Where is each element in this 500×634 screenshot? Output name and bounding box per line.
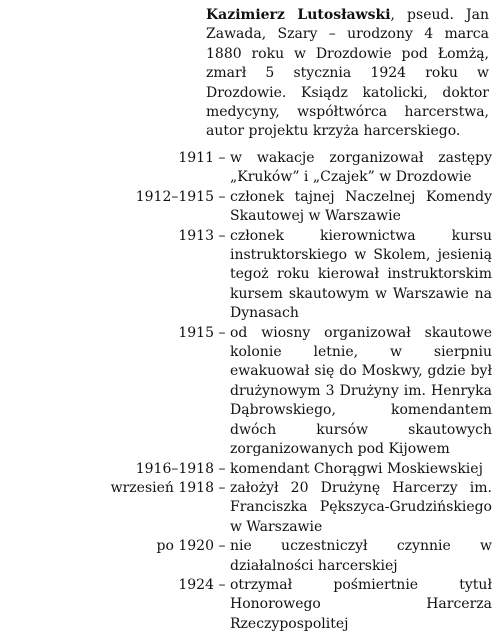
chronology-entry	[20, 324, 492, 460]
chronology-entry	[20, 460, 492, 479]
entry-dash: –	[218, 227, 226, 244]
entry-date: 1911	[178, 150, 214, 166]
entry-text: członek tajnej Naczelnej Komendy Skautowej w Warszawie	[230, 188, 492, 225]
entry-dash: –	[218, 324, 226, 341]
biography-paragraph	[206, 6, 489, 142]
entry-dash: –	[218, 538, 226, 555]
chronology-entry	[20, 479, 492, 537]
entry-dash: –	[218, 479, 226, 496]
entry-date: po 1920	[156, 538, 214, 555]
entry-text: od wiosny organizował skautowe kolonie letnie, w sierpniu ewakuował się do Moskwy, gdzie był drużynowym 3 Drużyny im. Henryka Dąbrowskiego, komendantem dwóch kursów skautowych zorganizowanych pod Kijowem	[230, 324, 492, 458]
entry-text: nie uczestniczył czynnie w działalności harcerskiej	[230, 538, 492, 574]
entry-text: członek kierownictwa kursu instruktorskiego w Skolem, jesienią tegoż roku kierował instruktorskim kursem skautowym w Warszawie na Dynasach	[230, 227, 492, 322]
chronology-entry	[20, 188, 492, 227]
entry-date: 1915	[178, 324, 214, 341]
entry-dash: –	[218, 188, 226, 205]
chronology-list	[20, 149, 492, 634]
entry-text: założył 20 Drużynę Harcerzy im. Franciszka Pększyca-Grudzińskiego w Warszawie	[230, 479, 492, 535]
chronology-entry	[20, 227, 492, 324]
entry-text: otrzymał pośmiertnie tytuł Honorowego Harcerza Rzeczypospolitej	[230, 576, 492, 632]
entry-date: 1913	[178, 227, 214, 244]
person-name: Kazimierz Lutosławski	[206, 7, 391, 23]
entry-dash: –	[218, 576, 226, 593]
entry-dash: –	[218, 460, 226, 477]
chronology-entry	[20, 576, 492, 634]
chronology-entry	[20, 149, 492, 188]
entry-date: wrzesień 1918	[110, 479, 214, 496]
entry-dash: –	[218, 150, 226, 166]
entry-text: komendant Chorągwi Moskiewskiej	[230, 460, 483, 477]
entry-date: 1916–1918	[135, 460, 214, 477]
entry-date: 1924	[178, 576, 214, 593]
biography-text: , pseud. Jan Zawada, Szary – urodzony 4 marca 1880 roku w Drozdowie pod Łomżą, zmarł 5 stycznia 1924 roku w Drozdowie. Ksiądz katolicki, doktor medycyny, współtwórca harcerstwa, autor projektu krzyża harcerskiego.	[206, 7, 489, 140]
entry-text: w wakacje zorganizował zastępy „Kruków” i „Czajek” w Drozdowie	[230, 150, 492, 186]
entry-date: 1912–1915	[135, 188, 214, 205]
chronology-entry	[20, 537, 492, 576]
